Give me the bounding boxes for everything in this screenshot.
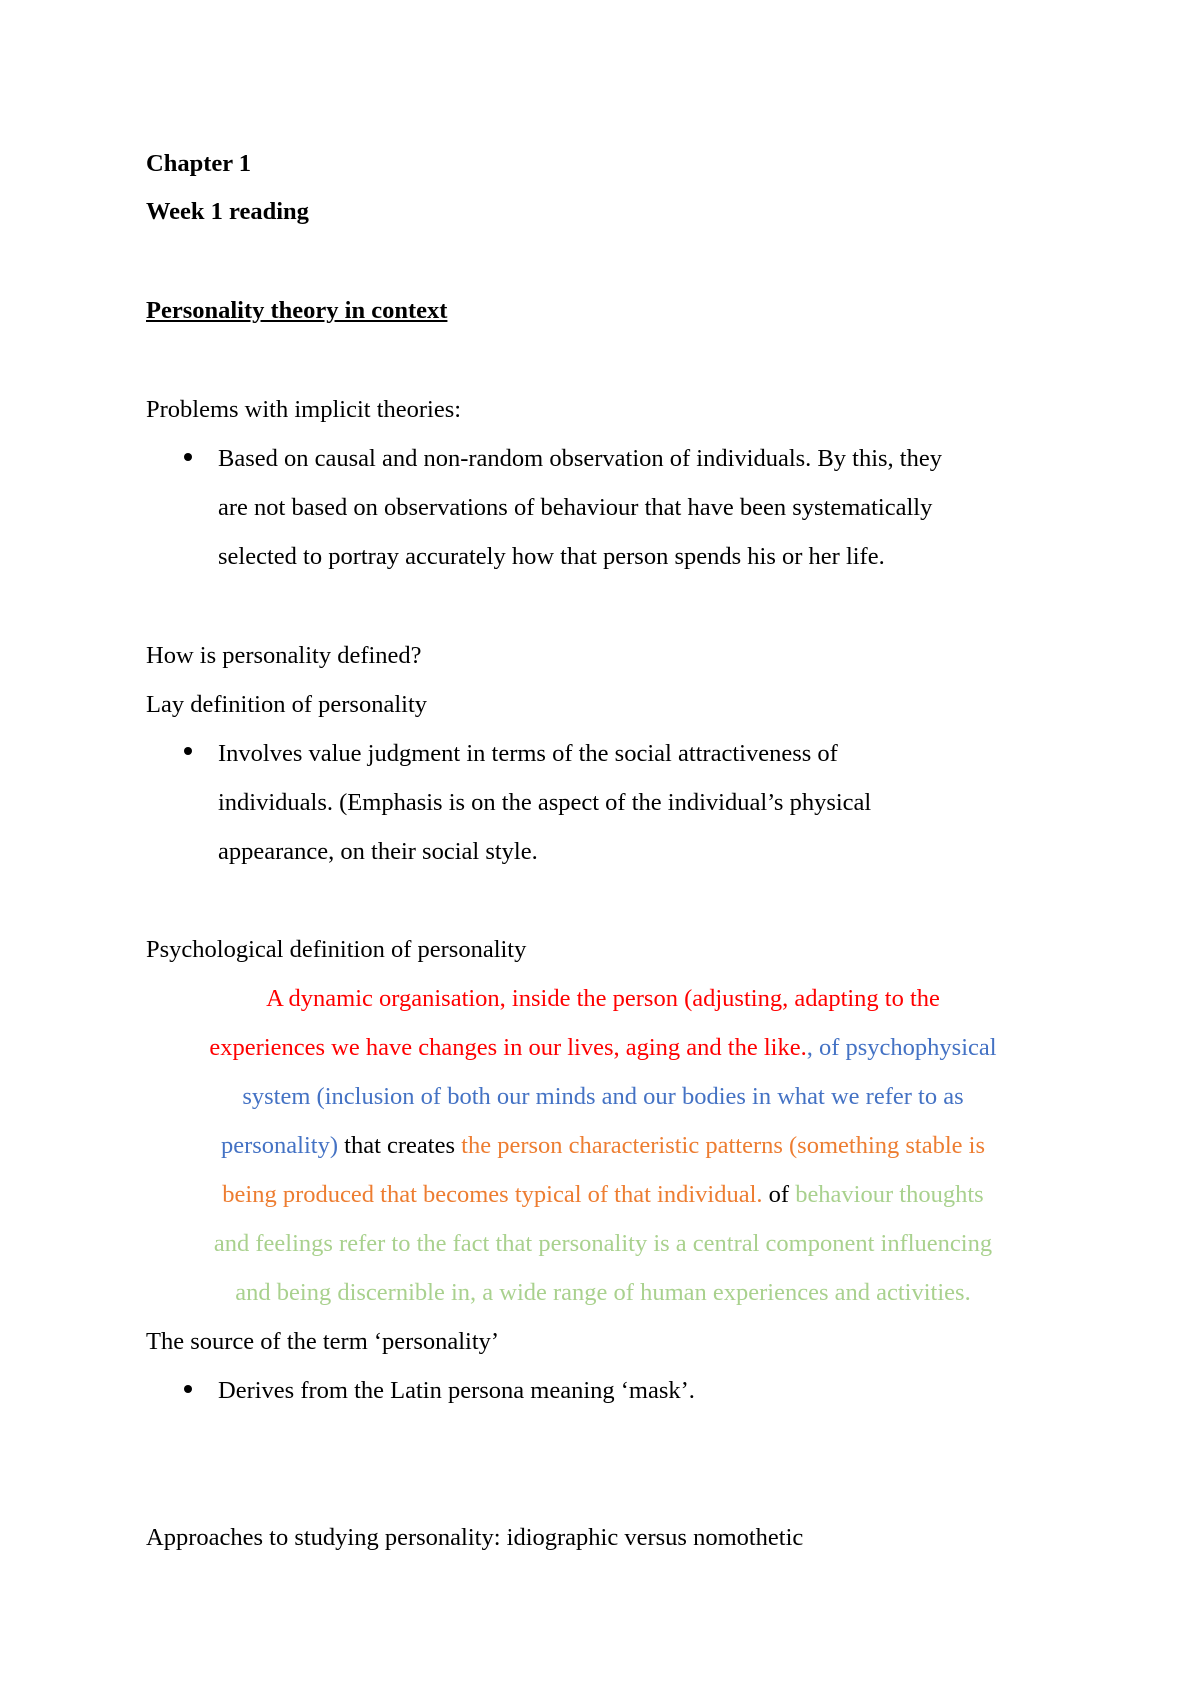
definition-blue-text: personality) bbox=[220, 1132, 339, 1159]
definition-green-text: behaviour thoughts bbox=[795, 1181, 984, 1208]
definition-black-text: of bbox=[762, 1181, 796, 1208]
definition-line bbox=[146, 1033, 1060, 1063]
definition-line bbox=[146, 1278, 1060, 1308]
definition-orange-text: the person characteristic patterns (something stable is bbox=[461, 1132, 985, 1159]
term-source-heading: The source of the term ‘personality’ bbox=[146, 1328, 500, 1355]
definition-line bbox=[146, 1131, 1060, 1161]
bullet-text-line: Based on causal and non-random observation of individuals. By this, they bbox=[218, 445, 942, 472]
bullet-icon bbox=[184, 1385, 192, 1393]
definition-line bbox=[146, 1082, 1060, 1112]
bullet-text-line: Involves value judgment in terms of the social attractiveness of bbox=[218, 740, 838, 767]
week-heading: Week 1 reading bbox=[146, 198, 309, 225]
personality-defined-question: How is personality defined? bbox=[146, 642, 422, 669]
definition-green-text: and feelings refer to the fact that personality is a central component influencing bbox=[213, 1230, 993, 1257]
bullet-text-line: individuals. (Emphasis is on the aspect of the individual’s physical bbox=[218, 789, 872, 816]
definition-blue-text: , of psychophysical bbox=[806, 1034, 997, 1061]
definition-black-text: that creates bbox=[338, 1132, 462, 1159]
bullet-text-line: selected to portray accurately how that person spends his or her life. bbox=[218, 543, 885, 570]
definition-red-text: A dynamic organisation, inside the person (adjusting, adapting to the bbox=[266, 985, 940, 1012]
bullet-text-line: Derives from the Latin persona meaning ‘mask’. bbox=[218, 1377, 695, 1404]
lay-definition-heading: Lay definition of personality bbox=[146, 691, 427, 718]
definition-red-text: experiences we have changes in our lives, aging and the like. bbox=[209, 1034, 807, 1061]
section-title: Personality theory in context bbox=[146, 297, 448, 324]
bullet-text-line: appearance, on their social style. bbox=[218, 838, 538, 865]
approaches-heading: Approaches to studying personality: idiographic versus nomothetic bbox=[146, 1524, 804, 1551]
chapter-heading: Chapter 1 bbox=[146, 150, 252, 177]
bullet-text-line: are not based on observations of behaviour that have been systematically bbox=[218, 494, 933, 521]
bullet-icon bbox=[184, 453, 192, 461]
definition-line bbox=[146, 984, 1060, 1014]
definition-orange-text: being produced that becomes typical of that individual. bbox=[222, 1181, 763, 1208]
implicit-theories-heading: Problems with implicit theories: bbox=[146, 396, 462, 423]
definition-line bbox=[146, 1229, 1060, 1259]
psychological-definition-heading: Psychological definition of personality bbox=[146, 936, 527, 963]
bullet-icon bbox=[184, 747, 192, 755]
definition-green-text: and being discernible in, a wide range of human experiences and activities. bbox=[235, 1279, 971, 1306]
definition-blue-text: system (inclusion of both our minds and our bodies in what we refer to as bbox=[242, 1083, 964, 1110]
definition-line bbox=[146, 1180, 1060, 1210]
